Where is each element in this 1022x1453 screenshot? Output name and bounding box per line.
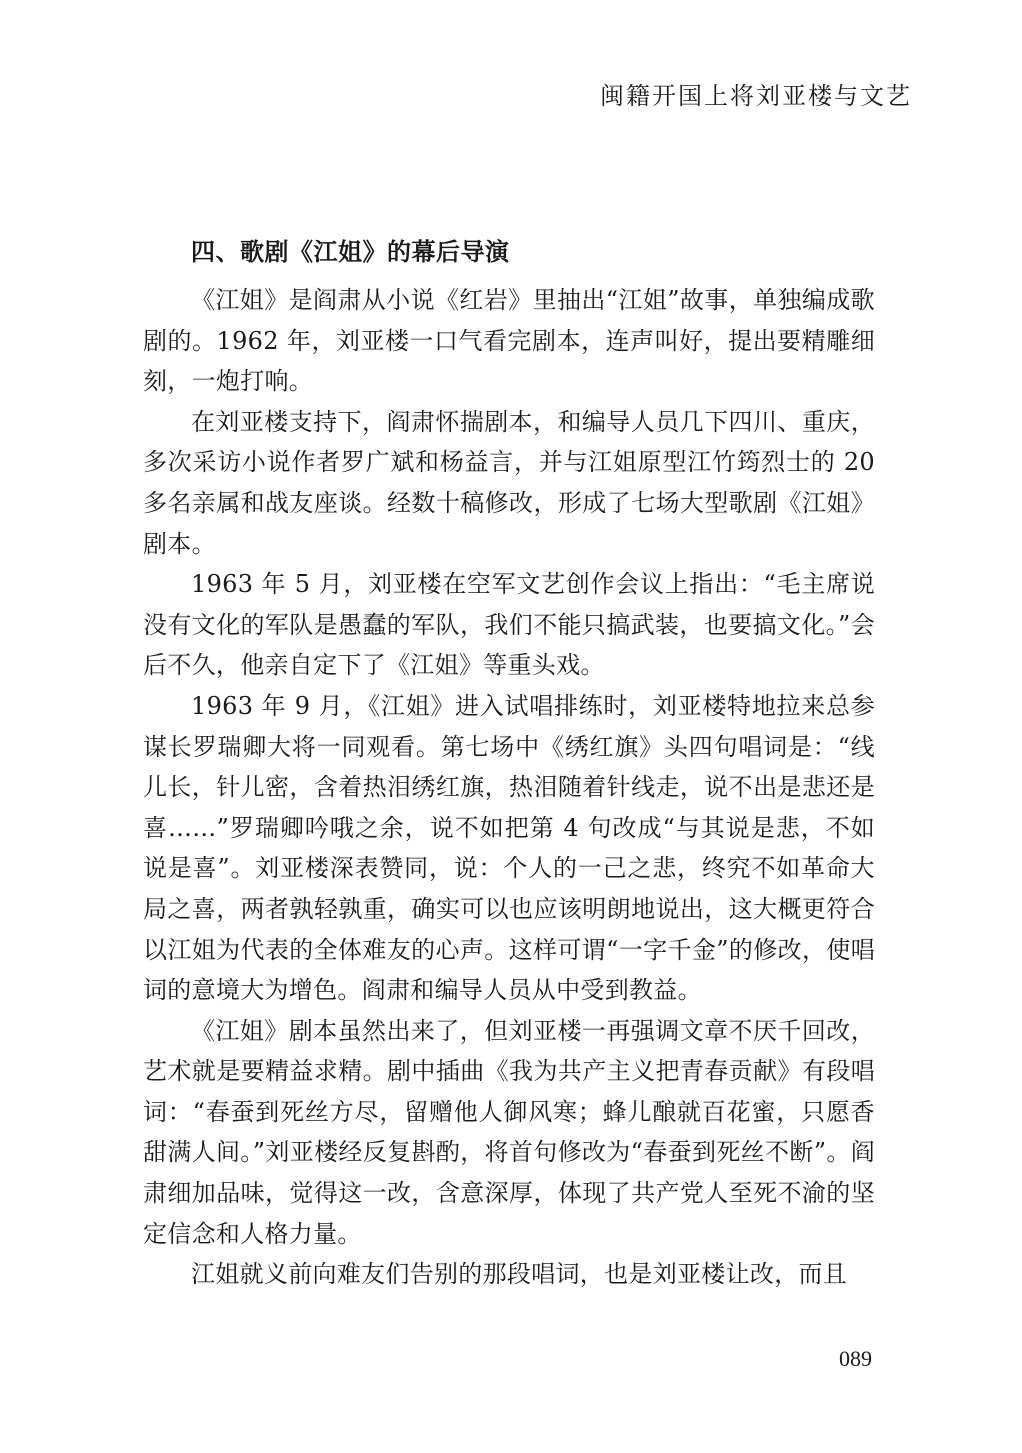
page-number: 089 [839, 1346, 872, 1371]
page-body [143, 232, 875, 1295]
paragraph-5: 《江姐》剧本虽然出来了，但刘亚楼一再强调文章不厌千回改，艺术就是要精益求精。剧中插曲《我为共产主义把青春贡献》有段唱词：“春蚕到死丝方尽，留赠他人御风寒；蜂儿酿就百花蜜，只愿香甜满人间。”刘亚楼经反复斟酌，将首句修改为“春蚕到死丝不断”。阎肃细加品味，觉得这一改，含意深厚，体现了共产党人至死不渝的坚定信念和人格力量。 [143, 1016, 875, 1248]
paragraph-4: 1963 年 9 月，《江姐》进入试唱排练时，刘亚楼特地拉来总参谋长罗瑞卿大将一同观看。第七场中《绣红旗》头四句唱词是：“线儿长，针儿密，含着热泪绣红旗，热泪随着针线走，说不出是悲还是喜……”罗瑞卿吟哦之余，说不如把第 4 句改成“与其说是悲，不如说是喜”。刘亚楼深表赞同，说：个人的一己之悲，终究不如革命大局之喜，两者孰轻孰重，确实可以也应该明朗地说出，这大概更符合以江姐为代表的全体难友的心声。这样可谓“一字千金”的修改，使唱词的意境大为增色。阎肃和编导人员从中受到教益。 [143, 691, 875, 1005]
paragraph-3: 1963 年 5 月，刘亚楼在空军文艺创作会议上指出：“毛主席说没有文化的军队是愚蠢的军队，我们不能只搞武装，也要搞文化。”会后不久，他亲自定下了《江姐》等重头戏。 [143, 570, 875, 680]
paragraph-2: 在刘亚楼支持下，阎肃怀揣剧本，和编导人员几下四川、重庆，多次采访小说作者罗广斌和杨益言，并与江姐原型江竹筠烈士的 20 多名亲属和战友座谈。经数十稿修改，形成了七场大型歌剧《江姐》剧本。 [143, 407, 875, 558]
paragraph-1: 《江姐》是阎肃从小说《红岩》里抽出“江姐”故事，单独编成歌剧的。1962 年，刘亚楼一口气看完剧本，连声叫好，提出要精雕细刻，一炮打响。 [143, 286, 875, 396]
paragraph-6: 江姐就义前向难友们告别的那段唱词，也是刘亚楼让改，而且 [191, 1260, 848, 1289]
section-heading: 四、歌剧《江姐》的幕后导演 [191, 238, 510, 266]
running-header: 闽籍开国上将刘亚楼与文艺 [600, 82, 912, 110]
